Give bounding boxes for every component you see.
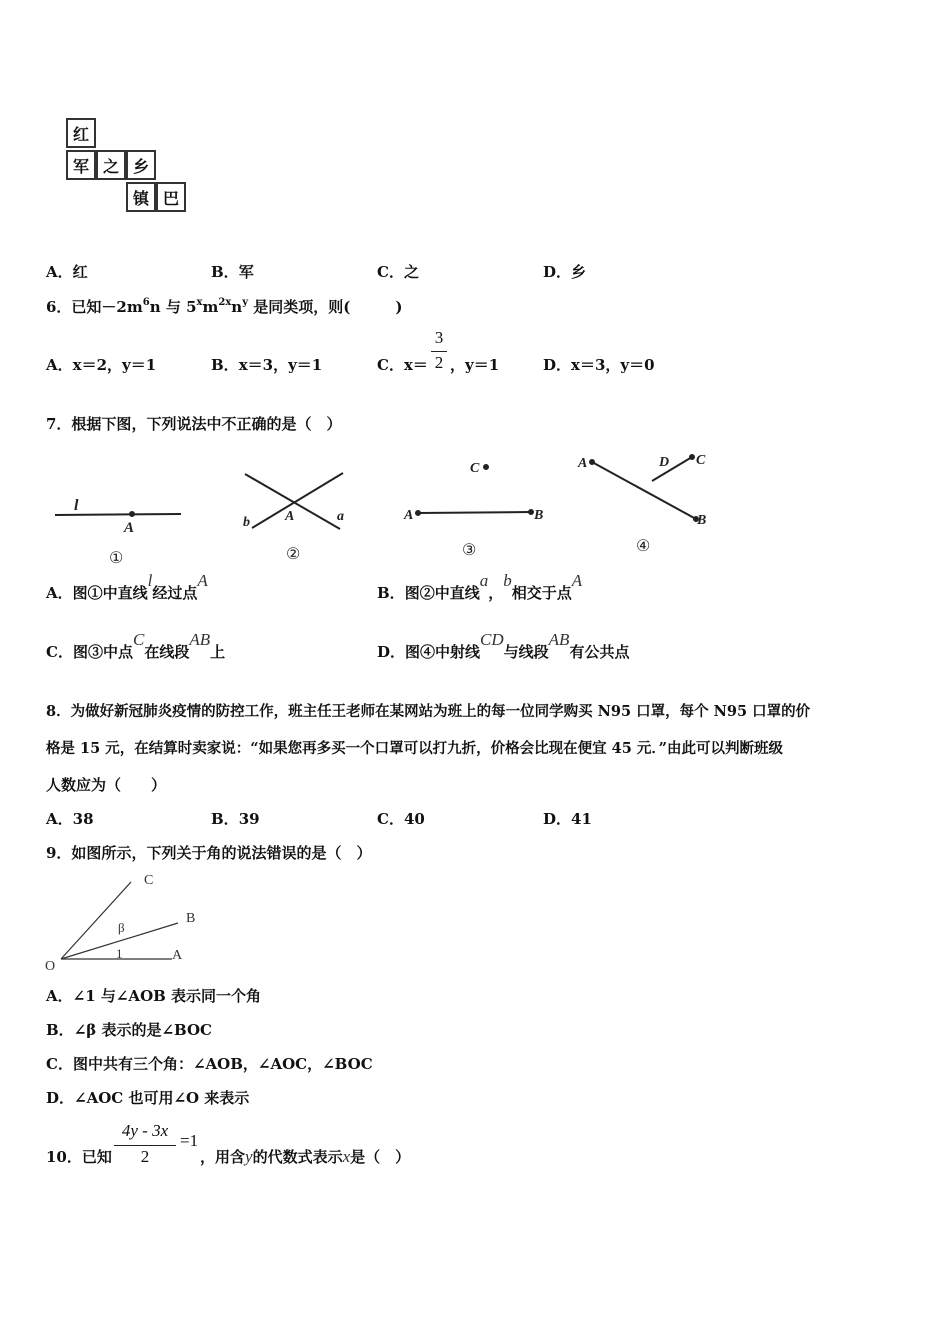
q7-option-a[interactable]: A．图①中直线l经过点A (46, 571, 208, 602)
svg-text:a: a (337, 509, 344, 524)
svg-text:A: A (172, 948, 183, 963)
svg-text:①: ① (109, 550, 124, 567)
q6-option-a[interactable]: A．x＝2，y＝1 (46, 356, 157, 374)
q7-option-d[interactable]: D．图④中射线CD与线段AB有公共点 (377, 630, 630, 661)
svg-text:④: ④ (636, 538, 651, 555)
q6-stem: 6．已知$-2m^6n$ 与 $5^xm^{2x}n^y$ 是同类项，则( ) (46, 297, 403, 316)
q8-stem-line3: 人数应为（ ） (46, 776, 167, 794)
svg-text:β: β (118, 920, 125, 935)
q9-option-c[interactable]: C．图中共有三个角：∠AOB，∠AOC，∠BOC (46, 1055, 373, 1073)
q7-option-b[interactable]: B．图②中直线a，b相交于点A (377, 571, 583, 602)
q6-c-numerator: 3 (434, 328, 444, 347)
q9-option-d[interactable]: D．∠AOC 也可用∠O 来表示 (46, 1089, 250, 1107)
q9-option-b[interactable]: B．∠β 表示的是∠BOC (46, 1021, 212, 1039)
svg-text:A: A (404, 508, 414, 523)
q6-c-denominator: 2 (434, 353, 444, 372)
q5-option-d[interactable]: D．乡 (543, 263, 587, 281)
net-cell-zhen: 镇 (126, 182, 156, 212)
q8-option-d[interactable]: D．41 (543, 810, 592, 828)
net-cell-hong: 红 (66, 118, 96, 148)
svg-text:C: C (696, 453, 706, 468)
q7-figure-2 (243, 473, 344, 563)
svg-text:③: ③ (462, 542, 477, 559)
net-cell-jun: 军 (66, 150, 96, 180)
q5-option-c[interactable]: C．之 (377, 263, 419, 281)
q7-stem: 7．根据下图，下列说法中不正确的是（ ） (46, 415, 342, 433)
q5-option-a[interactable]: A．红 (46, 263, 88, 281)
q7-figure-4 (577, 453, 706, 555)
svg-text:②: ② (286, 546, 301, 563)
svg-text:b: b (243, 515, 250, 530)
q5-option-b[interactable]: B．军 (211, 263, 254, 281)
net-cell-ba: 巴 (156, 182, 186, 212)
svg-text:O: O (45, 959, 56, 974)
q10-fraction-bar (114, 1145, 176, 1146)
net-cell-xiang: 乡 (126, 150, 156, 180)
q7-option-c[interactable]: C．图③中点C在线段AB上 (46, 630, 226, 661)
q10-numerator: 4y - 3x (121, 1121, 169, 1140)
q7-figure-1 (55, 497, 181, 567)
q8-option-c[interactable]: C．40 (377, 810, 425, 828)
svg-text:B: B (534, 508, 544, 523)
net-cell-zhi: 之 (96, 150, 126, 180)
q6-c-fraction-bar (431, 351, 447, 352)
q6-option-b[interactable]: B．x＝3，y＝1 (211, 356, 323, 374)
svg-text:D: D (659, 455, 670, 470)
q9-stem: 9．如图所示，下列关于角的说法错误的是（ ） (46, 844, 372, 862)
q8-stem-line2: 格是 15 元，在结算时卖家说：“如果您再多买一个口罩可以打九折，价格会比现在便宜 45 元．”由此可以判断班级 (46, 740, 783, 757)
q10-denominator: 2 (140, 1147, 150, 1166)
q6-option-d[interactable]: D．x＝3，y＝0 (543, 356, 655, 374)
q9-angle-figure (40, 866, 210, 976)
q8-stem-line1: 8．为做好新冠肺炎疫情的防控工作，班主任王老师在某网站为班上的每一位同学购买 N95 口罩，每个 N95 口罩的价 (46, 703, 811, 720)
q8-option-a[interactable]: A．38 (46, 810, 94, 828)
svg-text:1: 1 (116, 946, 123, 961)
q9-option-a[interactable]: A．∠1 与∠AOB 表示同一个角 (46, 987, 262, 1005)
svg-text:A: A (578, 456, 588, 471)
svg-text:B: B (186, 911, 196, 926)
q8-option-b[interactable]: B．39 (211, 810, 260, 828)
svg-text:C: C (144, 873, 154, 888)
svg-text:l: l (74, 497, 79, 514)
svg-text:C: C (470, 461, 480, 476)
q7-figure-3 (403, 461, 543, 559)
svg-text:A: A (124, 520, 135, 536)
svg-text:B: B (697, 513, 707, 528)
svg-text:A: A (285, 509, 295, 524)
q7-figures (0, 440, 950, 580)
